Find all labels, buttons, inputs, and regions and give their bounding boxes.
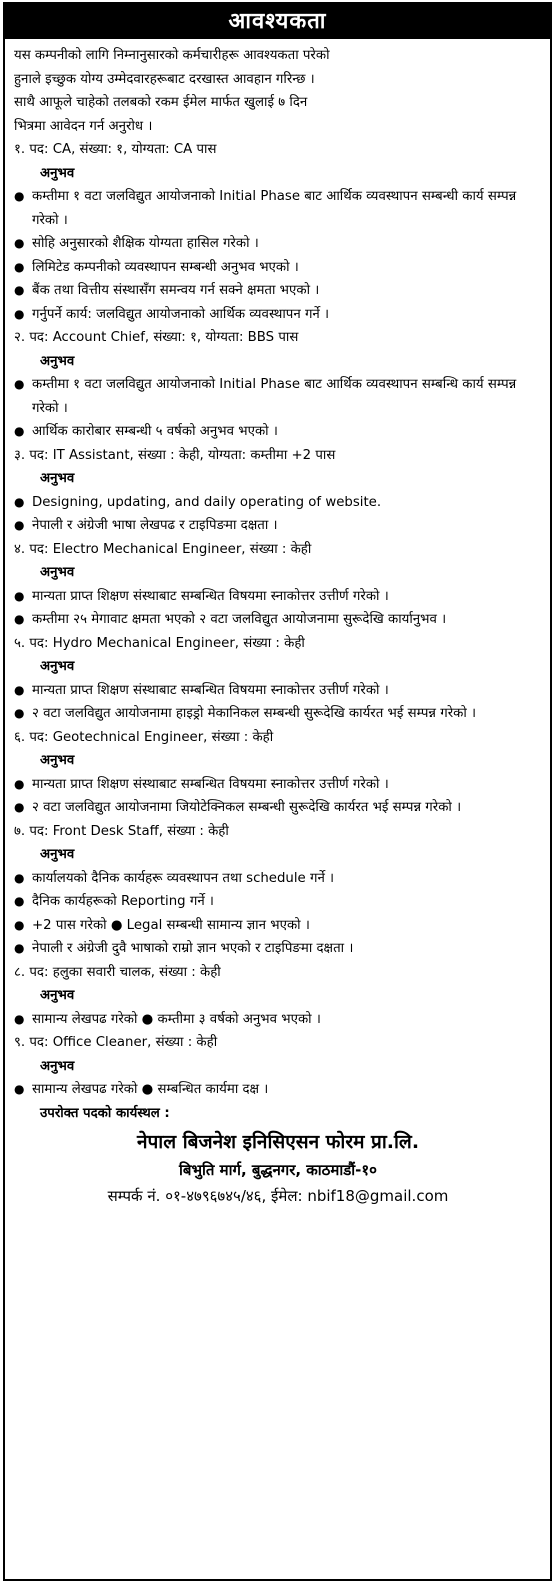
requirement-item: ● मान्यता प्राप्त शिक्षण संस्थाबाट सम्बन्धित विषयमा स्नाकोत्तर उत्तीर्ण गरेको । [14,679,542,703]
requirement-item: ● गर्नुपर्ने कार्य: जलविद्युत आयोजनाको आर्थिक व्यवस्थापन गर्ने । [14,303,542,327]
position-heading: १. पद: CA, संख्या: १, योग्यता: CA पास [14,142,217,157]
header-banner [3,2,552,39]
requirement-item: ● नेपाली र अंग्रेजी दुवै भाषाको राम्रो ज्ञान भएको र टाइपिङमा दक्षता । [14,937,542,961]
position-6 [14,726,542,820]
company-address: बिभुति मार्ग, बुद्धनगर, काठमाडौं-१० [179,1161,377,1179]
position-heading: ५. पद: Hydro Mechanical Engineer, संख्या : केही [14,635,305,651]
company-name: नेपाल बिजनेश इनिसिएसन फोरम प्रा.लि. [136,1131,420,1153]
workplace-label: उपरोक्त पदको कार्यस्थल : [40,1105,170,1121]
requirement-item: ● सामान्य लेखपढ गरेको ● सम्बन्धित कार्यमा दक्ष । [14,1078,542,1102]
intro-line: हुनाले इच्छुक योग्य उम्मेदवारहरूबाट दरखास्त आवहान गरिन्छ । [14,71,315,87]
requirement-item: ● सामान्य लेखपढ गरेको ● कम्तीमा ३ वर्षको अनुभव भएको । [14,1008,542,1032]
intro-line: यस कम्पनीको लागि निम्नानुसारको कर्मचारीहरू आवश्यकता परेको [14,48,330,63]
experience-label: अनुभव [40,353,75,369]
position-1 [14,138,542,326]
position-4 [14,538,542,632]
position-3 [14,444,542,538]
requirement-item: ● नेपाली र अंग्रेजी भाषा लेखपढ र टाइपिङमा दक्षता । [14,514,542,538]
page-title: आवश्यकता [228,9,327,34]
position-heading: ६. पद: Geotechnical Engineer, संख्या : केही [14,729,274,745]
position-7 [14,820,542,961]
experience-label: अनुभव [40,988,75,1003]
position-heading: ७. पद: Front Desk Staff, संख्या : केही [14,823,229,839]
experience-label: अनुभव [40,847,75,862]
requirement-item: ● लिमिटेड कम्पनीको व्यवस्थापन सम्बन्धी अनुभव भएको । [14,256,542,280]
contact-info: सम्पर्क नं. ०१-४७९६७४५/४६, ईमेल: nbif18@gmail.com [107,1187,449,1205]
intro-line: साथै आफूले चाहेको तलबको रकम ईमेल मार्फत खुलाई ७ दिन [14,95,308,110]
requirement-item: ● आर्थिक कारोबार सम्बन्धी ५ वर्षको अनुभव भएको । [14,420,542,444]
requirement-item: ● बैंक तथा वित्तीय संस्थासँग समन्वय गर्न सक्ने क्षमता भएको । [14,279,542,303]
position-heading: ४. पद: Electro Mechanical Engineer, संख्या : केही [14,541,312,557]
intro-line: भित्रमा आवेदन गर्न अनुरोध । [14,118,153,134]
requirement-item: ● कम्तीमा २५ मेगावाट क्षमता भएको २ वटा जलविद्युत आयोजनामा सुरूदेखि कार्यानुभव । [14,608,542,632]
experience-label: अनुभव [40,659,75,674]
position-heading: ३. पद: IT Assistant, संख्या : केही, योग्यता: कम्तीमा +2 पास [14,447,336,463]
experience-label: अनुभव [40,565,75,580]
requirement-item: ● २ वटा जलविद्युत आयोजनामा जियोटेक्निकल सम्बन्धी सुरूदेखि कार्यरत भई सम्पन्न गरेको । [14,796,542,820]
experience-label: अनुभव [40,1058,75,1074]
requirement-item: ● कार्यालयको दैनिक कार्यहरू व्यवस्थापन तथा schedule गर्ने । [14,867,542,891]
requirement-item: ● Designing, updating, and daily operating of website. [14,491,542,515]
advertisement-body [14,44,542,1209]
position-8 [14,961,542,1032]
experience-label: अनुभव [40,753,75,768]
requirement-item: ● २ वटा जलविद्युत आयोजनामा हाइड्रो मेकानिकल सम्बन्धी सुरूदेखि कार्यरत भई सम्पन्न गरेको । [14,702,542,726]
position-heading: २. पद: Account Chief, संख्या: १, योग्यता: BBS पास [14,330,299,345]
requirement-item: ● मान्यता प्राप्त शिक्षण संस्थाबाट सम्बन्धित विषयमा स्नाकोत्तर उत्तीर्ण गरेको । [14,773,542,797]
requirement-item: ● सोहि अनुसारको शैक्षिक योग्यता हासिल गरेको । [14,232,542,256]
requirement-item: ● कम्तीमा १ वटा जलविद्युत आयोजनाको Initial Phase बाट आर्थिक व्यवस्थापन सम्बन्धी कार्य सम्पन्न गरेको । [14,185,542,232]
experience-label: अनुभव [40,165,75,181]
requirement-item: ● +2 पास गरेको ● Legal सम्बन्धी सामान्य ज्ञान भएको । [14,914,542,938]
position-heading: ८. पद: हलुका सवारी चालक, संख्या : केही [14,964,221,980]
position-heading: ९. पद: Office Cleaner, संख्या : केही [14,1035,218,1050]
requirement-item: ● मान्यता प्राप्त शिक्षण संस्थाबाट सम्बन्धित विषयमा स्नाकोत्तर उत्तीर्ण गरेको । [14,585,542,609]
position-9 [14,1031,542,1102]
position-5 [14,632,542,726]
intro-paragraph [14,44,542,138]
experience-label: अनुभव [40,471,75,486]
position-2 [14,326,542,444]
requirement-item: ● कम्तीमा १ वटा जलविद्युत आयोजनाको Initial Phase बाट आर्थिक व्यवस्थापन सम्बन्धि कार्य सम्पन्न गरेको । [14,373,542,420]
requirement-item: ● दैनिक कार्यहरूको Reporting गर्ने । [14,890,542,914]
